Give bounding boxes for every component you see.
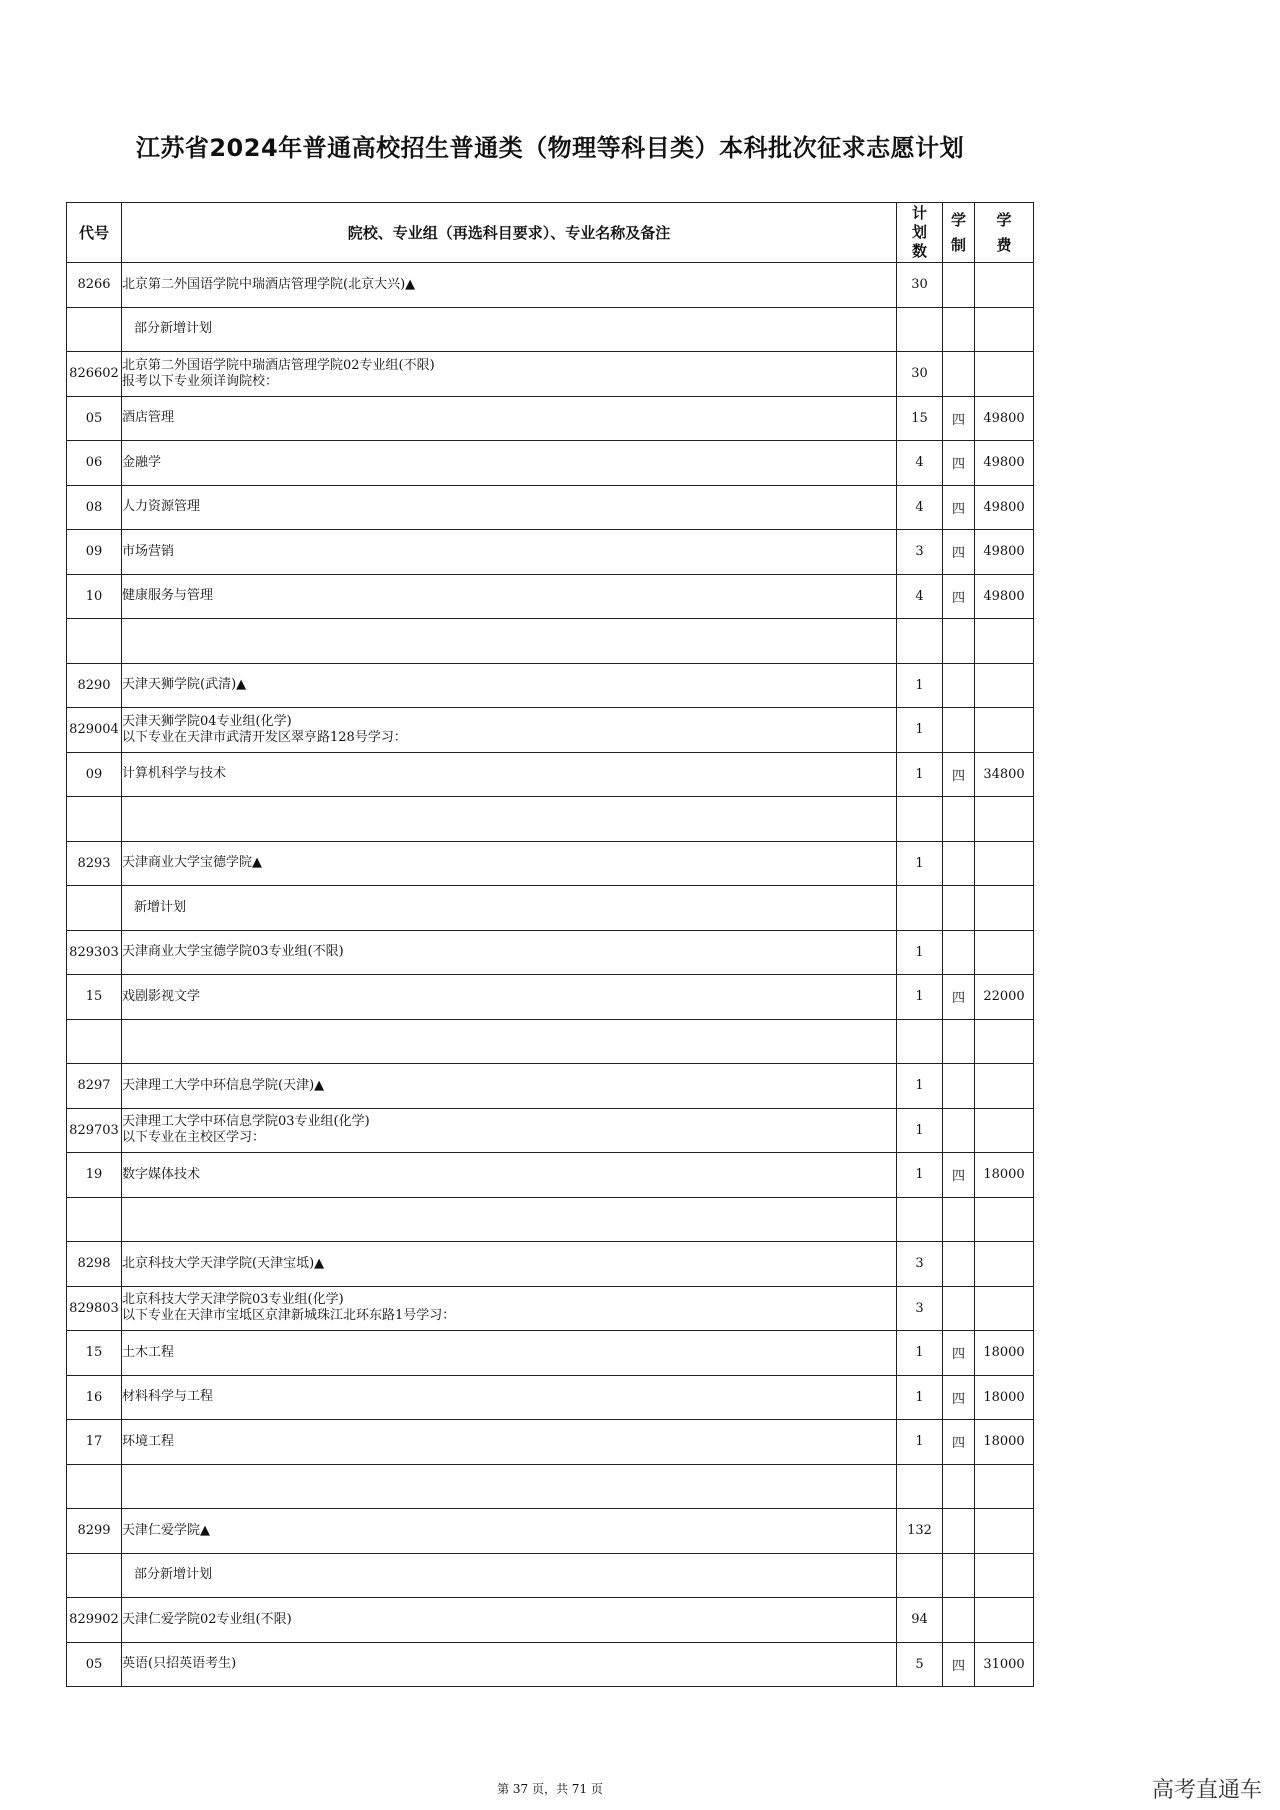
row-tuition-fee: 18000 [975, 1153, 1034, 1198]
row-code: 08 [67, 485, 122, 530]
row-plan-count [897, 886, 943, 931]
row-name [122, 307, 897, 352]
row-study-years [943, 1286, 975, 1331]
row-name [122, 1197, 897, 1242]
row-code [67, 1019, 122, 1064]
row-study-years [943, 263, 975, 308]
row-name [122, 841, 897, 886]
row-study-years [943, 797, 975, 842]
row-name-line: 环境工程 [122, 1433, 175, 1449]
row-name [122, 1242, 897, 1287]
row-name [122, 1019, 897, 1064]
table-row [67, 396, 1034, 441]
header-fee: 学 费 [975, 203, 1034, 263]
row-name-line: 计算机科学与技术 [122, 766, 227, 782]
row-tuition-fee [975, 930, 1034, 975]
row-plan-count: 5 [897, 1642, 943, 1687]
table-row [67, 841, 1034, 886]
row-name [122, 886, 897, 931]
row-study-years: 四 [943, 530, 975, 575]
row-tuition-fee [975, 619, 1034, 664]
table-row [67, 574, 1034, 619]
header-years: 学 制 [943, 203, 975, 263]
row-name-line: 材料科学与工程 [122, 1389, 214, 1405]
row-tuition-fee [975, 841, 1034, 886]
row-tuition-fee: 18000 [975, 1375, 1034, 1420]
row-study-years: 四 [943, 975, 975, 1020]
row-plan-count: 1 [897, 1331, 943, 1376]
row-study-years: 四 [943, 1375, 975, 1420]
table-row [67, 1598, 1034, 1643]
row-code: 16 [67, 1375, 122, 1420]
table-row [67, 1509, 1034, 1554]
row-code: 17 [67, 1420, 122, 1465]
row-plan-count: 94 [897, 1598, 943, 1643]
row-plan-count: 15 [897, 396, 943, 441]
row-study-years: 四 [943, 1420, 975, 1465]
row-name-line: 天津仁爱学院▲ [122, 1522, 210, 1538]
row-name [122, 1375, 897, 1420]
row-tuition-fee [975, 1197, 1034, 1242]
row-tuition-fee [975, 1108, 1034, 1153]
row-name [122, 485, 897, 530]
row-plan-count: 1 [897, 1064, 943, 1109]
row-tuition-fee [975, 1553, 1034, 1598]
row-tuition-fee [975, 797, 1034, 842]
row-study-years [943, 619, 975, 664]
table-row [67, 1464, 1034, 1509]
table-row [67, 1242, 1034, 1287]
table-row [67, 930, 1034, 975]
row-code: 10 [67, 574, 122, 619]
row-remark-line: 以下专业在天津市宝坻区京津新城珠江北环东路1号学习： [122, 1308, 456, 1324]
table-row [67, 797, 1034, 842]
row-tuition-fee: 18000 [975, 1420, 1034, 1465]
table-row [67, 1153, 1034, 1198]
row-plan-count: 4 [897, 441, 943, 486]
row-name [122, 663, 897, 708]
row-plan-count: 1 [897, 752, 943, 797]
row-plan-count [897, 1019, 943, 1064]
row-name [122, 975, 897, 1020]
row-tuition-fee [975, 663, 1034, 708]
row-tuition-fee [975, 352, 1034, 397]
row-name [122, 574, 897, 619]
table-row [67, 1642, 1034, 1687]
row-plan-count [897, 1464, 943, 1509]
row-name-line: 天津商业大学宝德学院03专业组(不限) [122, 944, 344, 960]
header-row [67, 203, 1034, 263]
row-name-line: 天津理工大学中环信息学院03专业组(化学) [122, 1114, 370, 1130]
row-code [67, 797, 122, 842]
row-plan-count: 1 [897, 1153, 943, 1198]
row-name [122, 1509, 897, 1554]
row-tuition-fee: 49800 [975, 396, 1034, 441]
row-code: 06 [67, 441, 122, 486]
header-code: 代号 [67, 203, 122, 263]
row-tuition-fee [975, 708, 1034, 753]
table-row [67, 530, 1034, 575]
row-name-line: 酒店管理 [122, 410, 175, 426]
row-study-years [943, 1064, 975, 1109]
row-name [122, 619, 897, 664]
header-name: 院校、专业组（再选科目要求）、专业名称及备注 [122, 203, 897, 263]
row-study-years [943, 1553, 975, 1598]
table-row [67, 1286, 1034, 1331]
row-code: 8266 [67, 263, 122, 308]
row-remark-line: 报考以下专业须详询院校： [122, 373, 279, 389]
table-row [67, 1331, 1034, 1376]
row-code: 15 [67, 975, 122, 1020]
row-tuition-fee [975, 1242, 1034, 1287]
row-name-line: 北京科技大学天津学院03专业组(化学) [122, 1292, 344, 1308]
row-name [122, 1553, 897, 1598]
row-study-years: 四 [943, 441, 975, 486]
row-code [67, 619, 122, 664]
row-tuition-fee: 49800 [975, 441, 1034, 486]
row-plan-count [897, 1553, 943, 1598]
row-tuition-fee: 49800 [975, 574, 1034, 619]
row-study-years: 四 [943, 1331, 975, 1376]
row-name-line: 北京第二外国语学院中瑞酒店管理学院02专业组(不限) [122, 357, 435, 373]
row-plan-count [897, 307, 943, 352]
row-code: 829803 [67, 1286, 122, 1331]
row-code: 15 [67, 1331, 122, 1376]
row-name [122, 1598, 897, 1643]
page-footer: 第 37 页，共 71 页 [497, 1782, 603, 1796]
row-name-line: 土木工程 [122, 1344, 175, 1360]
table-body [67, 263, 1034, 1687]
row-tuition-fee: 49800 [975, 530, 1034, 575]
row-name-line: 天津仁爱学院02专业组(不限) [122, 1611, 292, 1627]
row-name-line: 北京科技大学天津学院(天津宝坻)▲ [122, 1255, 325, 1271]
row-name [122, 1642, 897, 1687]
row-name [122, 797, 897, 842]
row-tuition-fee [975, 1019, 1034, 1064]
row-study-years: 四 [943, 485, 975, 530]
row-study-years: 四 [943, 1642, 975, 1687]
row-plan-count: 4 [897, 485, 943, 530]
row-tuition-fee [975, 1509, 1034, 1554]
table-row [67, 263, 1034, 308]
row-study-years: 四 [943, 752, 975, 797]
row-name-line: 新增计划 [134, 899, 187, 915]
row-name [122, 1464, 897, 1509]
row-tuition-fee [975, 1464, 1034, 1509]
row-plan-count: 3 [897, 1286, 943, 1331]
row-plan-count: 1 [897, 1375, 943, 1420]
table-row [67, 1375, 1034, 1420]
table-row [67, 975, 1034, 1020]
row-plan-count [897, 797, 943, 842]
row-tuition-fee [975, 1286, 1034, 1331]
row-tuition-fee [975, 1064, 1034, 1109]
row-name-line: 金融学 [122, 454, 162, 470]
table-row [67, 752, 1034, 797]
row-tuition-fee [975, 1598, 1034, 1643]
row-name [122, 708, 897, 753]
table-row [67, 619, 1034, 664]
row-name-line: 部分新增计划 [134, 1567, 213, 1583]
row-plan-count: 1 [897, 708, 943, 753]
row-study-years [943, 1464, 975, 1509]
row-code: 8299 [67, 1509, 122, 1554]
row-name [122, 263, 897, 308]
row-study-years: 四 [943, 396, 975, 441]
row-name [122, 1286, 897, 1331]
row-name [122, 441, 897, 486]
row-plan-count: 132 [897, 1509, 943, 1554]
row-plan-count: 1 [897, 663, 943, 708]
row-name [122, 752, 897, 797]
row-name [122, 930, 897, 975]
row-tuition-fee [975, 307, 1034, 352]
row-name-line: 健康服务与管理 [122, 588, 214, 604]
row-plan-count: 30 [897, 352, 943, 397]
row-tuition-fee: 31000 [975, 1642, 1034, 1687]
row-tuition-fee [975, 886, 1034, 931]
row-name-line: 天津天狮学院(武清)▲ [122, 677, 247, 693]
row-name-line: 戏剧影视文学 [122, 988, 201, 1004]
row-name [122, 1108, 897, 1153]
row-study-years [943, 841, 975, 886]
table-row [67, 663, 1034, 708]
table-row [67, 1019, 1034, 1064]
row-code: 829303 [67, 930, 122, 975]
row-study-years [943, 352, 975, 397]
row-name-line: 天津理工大学中环信息学院(天津)▲ [122, 1077, 325, 1093]
table-row [67, 307, 1034, 352]
row-code: 829703 [67, 1108, 122, 1153]
table-row [67, 352, 1034, 397]
row-plan-count: 3 [897, 1242, 943, 1287]
row-code [67, 886, 122, 931]
enrollment-plan-table [66, 202, 1034, 1687]
row-plan-count: 1 [897, 930, 943, 975]
row-tuition-fee: 34800 [975, 752, 1034, 797]
row-code: 09 [67, 752, 122, 797]
row-study-years [943, 930, 975, 975]
row-plan-count [897, 1197, 943, 1242]
row-code: 8298 [67, 1242, 122, 1287]
row-code: 09 [67, 530, 122, 575]
row-name [122, 396, 897, 441]
row-name-line: 市场营销 [122, 543, 175, 559]
row-name-line: 天津天狮学院04专业组(化学) [122, 713, 292, 729]
row-code [67, 1553, 122, 1598]
row-code: 829004 [67, 708, 122, 753]
row-study-years [943, 1509, 975, 1554]
row-name [122, 1420, 897, 1465]
row-name-line: 北京第二外国语学院中瑞酒店管理学院(北京大兴)▲ [122, 276, 416, 292]
row-study-years: 四 [943, 1153, 975, 1198]
row-code [67, 307, 122, 352]
row-code: 8290 [67, 663, 122, 708]
row-tuition-fee: 49800 [975, 485, 1034, 530]
row-name [122, 1153, 897, 1198]
row-code: 8297 [67, 1064, 122, 1109]
row-remark-line: 以下专业在天津市武清开发区翠亨路128号学习： [122, 729, 407, 745]
page-title: 江苏省2024年普通高校招生普通类（物理等科目类）本科批次征求志愿计划 [135, 134, 965, 162]
table-row [67, 485, 1034, 530]
row-code: 19 [67, 1153, 122, 1198]
row-name-line: 人力资源管理 [122, 499, 201, 515]
row-plan-count: 4 [897, 574, 943, 619]
row-plan-count: 3 [897, 530, 943, 575]
row-plan-count: 30 [897, 263, 943, 308]
row-remark-line: 以下专业在主校区学习： [122, 1130, 266, 1146]
row-study-years [943, 1242, 975, 1287]
row-tuition-fee: 22000 [975, 975, 1034, 1020]
row-study-years [943, 307, 975, 352]
row-name-line: 数字媒体技术 [122, 1166, 201, 1182]
row-code [67, 1197, 122, 1242]
table-row [67, 1197, 1034, 1242]
row-name [122, 1331, 897, 1376]
row-study-years: 四 [943, 574, 975, 619]
header-count: 计 划 数 [897, 203, 943, 263]
row-code: 826602 [67, 352, 122, 397]
row-code: 05 [67, 396, 122, 441]
row-study-years [943, 663, 975, 708]
watermark: 高考直通车 [1152, 1778, 1263, 1803]
row-study-years [943, 886, 975, 931]
row-code: 05 [67, 1642, 122, 1687]
row-plan-count: 1 [897, 975, 943, 1020]
row-study-years [943, 708, 975, 753]
row-tuition-fee: 18000 [975, 1331, 1034, 1376]
row-plan-count [897, 619, 943, 664]
table-row [67, 708, 1034, 753]
row-plan-count: 1 [897, 841, 943, 886]
row-name [122, 352, 897, 397]
row-name-line: 部分新增计划 [134, 321, 213, 337]
row-plan-count: 1 [897, 1108, 943, 1153]
row-code [67, 1464, 122, 1509]
table-row [67, 1108, 1034, 1153]
row-plan-count: 1 [897, 1420, 943, 1465]
table-row [67, 1064, 1034, 1109]
table-row [67, 1553, 1034, 1598]
row-study-years [943, 1108, 975, 1153]
row-study-years [943, 1197, 975, 1242]
row-name-line: 英语(只招英语考生) [122, 1656, 237, 1672]
table-row [67, 1420, 1034, 1465]
row-code: 829902 [67, 1598, 122, 1643]
row-code: 8293 [67, 841, 122, 886]
row-name [122, 1064, 897, 1109]
row-study-years [943, 1019, 975, 1064]
row-study-years [943, 1598, 975, 1643]
row-tuition-fee [975, 263, 1034, 308]
table-row [67, 886, 1034, 931]
row-name-line: 天津商业大学宝德学院▲ [122, 855, 262, 871]
row-name [122, 530, 897, 575]
table-row [67, 441, 1034, 486]
